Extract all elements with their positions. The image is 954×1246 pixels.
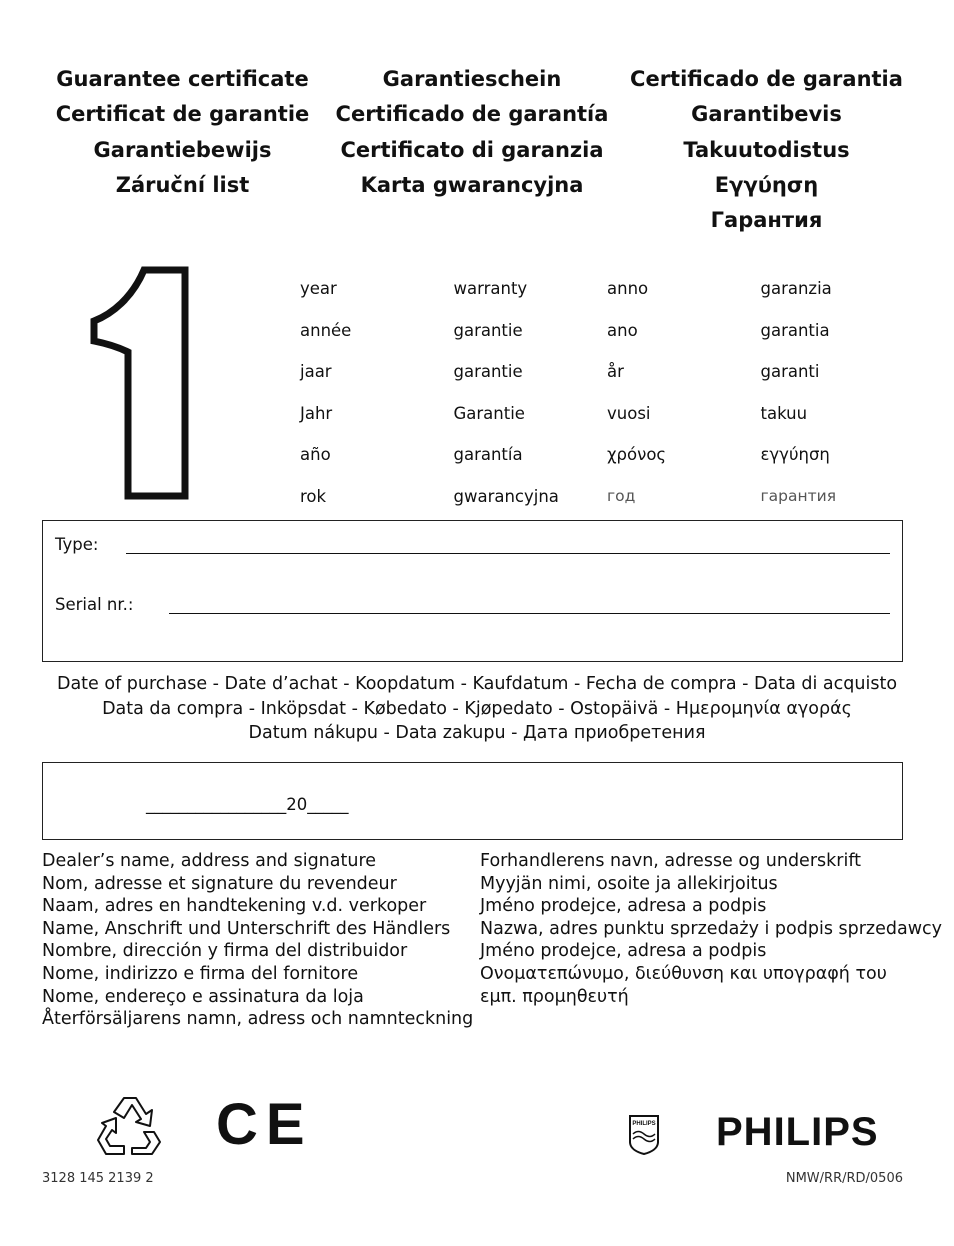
purchase-date-line: Date of purchase - Date d’achat - Koopdatum - Kaufdatum - Fecha de compra - Data di acquisto [56, 674, 898, 694]
dealer-line: Nome, endereço e assinatura da loja [42, 986, 364, 1007]
word-cell: rok [300, 486, 327, 506]
word-cell: гарантия [760, 487, 837, 506]
dealer-line: εμπ. προμηθευτή [480, 986, 629, 1007]
type-field[interactable] [126, 553, 890, 554]
purchase-date-line: Datum nákupu - Data zakupu - Дата приобретения [248, 723, 706, 744]
serial-field[interactable] [169, 613, 890, 614]
ce-mark-icon [216, 1092, 313, 1157]
title-text: Εγγύηση [714, 172, 819, 197]
type-label: Type: [55, 535, 99, 554]
title-text: Certificado de garantía [335, 102, 609, 127]
dealer-line: Dealer’s name, address and signature [42, 851, 377, 871]
word-cell: année [300, 320, 352, 340]
word-cell: takuu [760, 403, 808, 423]
word-row [300, 476, 920, 518]
word-cell: χρόνος [607, 445, 667, 465]
warranty-word-grid [300, 268, 920, 517]
dealer-line: Nombre, dirección y firma del distribuidor [42, 941, 408, 962]
word-cell: εγγύηση [760, 445, 830, 465]
word-cell: garantie [453, 362, 523, 382]
title-text: Garantiebewijs [93, 137, 272, 162]
dealer-info-left [42, 850, 473, 1031]
dealer-line: Forhandlerens navn, adresse og underskrift [480, 851, 862, 871]
dealer-line: Name, Anschrift und Unterschrift des Händlers [42, 918, 451, 939]
big-number-1 [84, 258, 200, 504]
dealer-line: Återförsäljarens namn, adress och namnteckning [42, 1009, 474, 1030]
footer-right-code: NMW/RR/RD/0506 [785, 1171, 903, 1186]
dealer-line: Naam, adres en handtekening v.d. verkoper [42, 896, 427, 917]
title-text: Гарантия [710, 208, 823, 233]
word-row [300, 351, 920, 393]
word-cell: garantía [453, 445, 523, 465]
word-cell: warranty [453, 279, 528, 299]
dealer-line: Jméno prodejce, adresa a podpis [480, 896, 767, 917]
word-cell: ano [607, 320, 638, 340]
word-cell: garantie [453, 320, 523, 340]
title-text: Záruční list [115, 172, 250, 197]
word-cell: jaar [300, 362, 332, 382]
dealer-line: Nazwa, adres punktu sprzedaży i podpis sprzedawcy [480, 918, 942, 939]
title-text: Takuutodistus [683, 137, 850, 162]
title-text: Garantieschein [382, 67, 562, 91]
word-cell: garantia [760, 320, 830, 340]
dealer-info-right [480, 850, 942, 1008]
product-info-box [42, 520, 903, 662]
philips-logo: PHILIPS [716, 1110, 879, 1154]
word-cell: garanti [760, 362, 820, 382]
word-cell: year [300, 279, 337, 299]
title-text: Karta gwarancyjna [360, 172, 584, 197]
dealer-line: Jméno prodejce, adresa a podpis [480, 941, 767, 962]
recycle-icon [94, 1092, 166, 1160]
word-row [300, 434, 920, 476]
purchase-date-line: Data da compra - Inköpsdat - Købedato - Kjøpedato - Ostopäivä - Ημερομηνία αγοράς [102, 698, 852, 719]
word-row [300, 268, 920, 310]
word-cell: год [607, 487, 636, 506]
title-text: Certificado de garantia [630, 67, 903, 91]
philips-shield-icon [628, 1114, 660, 1156]
word-row [300, 310, 920, 352]
word-cell: año [300, 445, 331, 465]
dealer-line: Nom, adresse et signature du revendeur [42, 873, 397, 894]
title-column-3 [619, 62, 914, 238]
word-cell: Jahr [300, 403, 333, 423]
dealer-line: Myyjän nimi, osoite ja allekirjoitus [480, 873, 778, 894]
word-cell: garanzia [760, 279, 832, 299]
philips-shield-text: PHILIPS [632, 1121, 656, 1127]
ce-mark-text: CE [216, 1092, 313, 1157]
title-text: Certificat de garantie [55, 102, 310, 127]
purchase-date-labels [40, 672, 914, 746]
dealer-line: Nome, indirizzo e firma del fornitore [42, 963, 359, 984]
word-row [300, 393, 920, 435]
word-cell: Garantie [453, 403, 525, 423]
title-column-2 [325, 62, 619, 238]
word-cell: vuosi [607, 403, 651, 423]
footer-left-code: 3128 145 2139 2 [42, 1171, 154, 1186]
title-text: Certificato di garanzia [340, 137, 604, 162]
word-cell: gwarancyjna [453, 486, 559, 506]
title-text: Garantibevis [691, 102, 842, 127]
serial-label: Serial nr.: [55, 595, 134, 614]
title-block [40, 62, 914, 238]
title-column-1 [40, 62, 325, 238]
purchase-date-field[interactable]: _________________20_____ [146, 795, 349, 814]
dealer-line: Ονοματεπώνυμο, διεύθυνση και υπογραφή του [480, 963, 887, 984]
word-cell: anno [607, 279, 649, 299]
word-cell: år [607, 362, 624, 382]
title-text: Guarantee certificate [56, 67, 309, 91]
